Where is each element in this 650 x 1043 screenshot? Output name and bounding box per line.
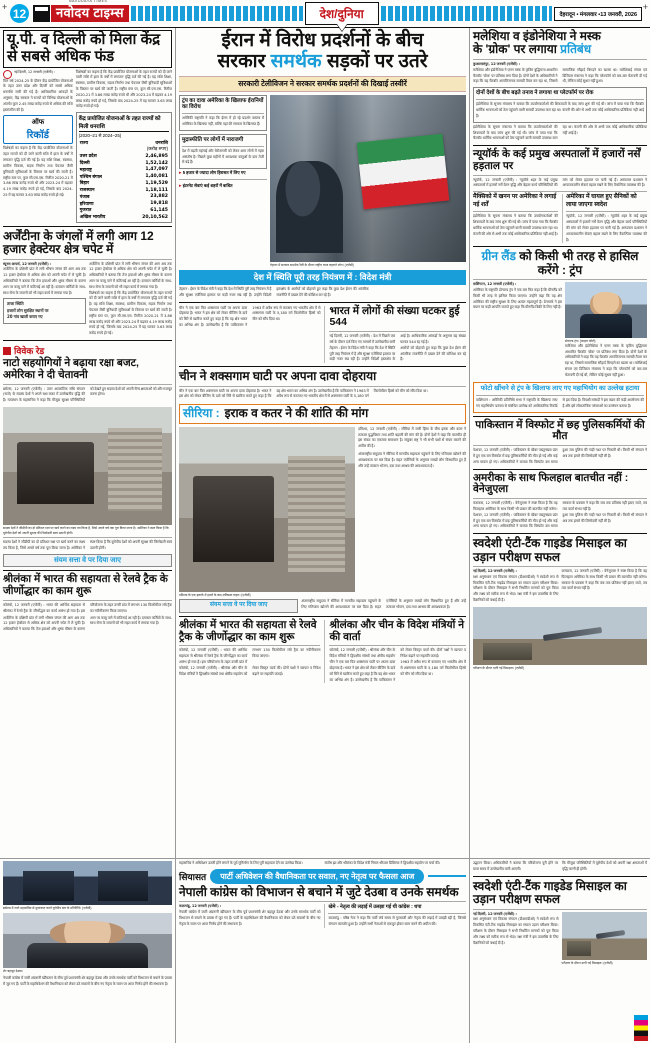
china-headline: चीन ने शक्सगाम घाटी पर अपना दावा दोहराया bbox=[179, 369, 377, 384]
pakistan-blast-body: पेशावर, 12 जनवरी (एजेंसी) : पाकिस्तान के खैबर पख्तूनख्वा प्रांत में हुए एक बम विस्फोट में छह पुलिसकर्मियों की मौत हो गई और कई अन्य घायल हो गए। अधिकारियों ने बताया कि विस्फोट उस समय हुआ जब पुलिस की गाड़ी गश्त पर निकली थी। किसी भी संगठन ने अब तक हमले की जिम्मेदारी नहीं ली है। bbox=[473, 448, 647, 464]
grok-body-cont: इंडोनेशिया के सूचना मंत्रालय ने बताया कि उपयोगकर्ताओं की शिकायतों के बाद जांच शुरू की गई थी। जांच में पाया गया कि चैटबॉट धार्मिक भावनाओं को ठेस पहुंचाने वाली सामग्री उपलब्ध करा रहा था। कंपनी की ओर से अभी तक कोई आधिकारिक प्रतिक्रिया नहीं आई है। bbox=[473, 124, 647, 141]
nato-headline: नाटो सहयोगियों ने बढ़ाया रक्षा बजट, अमेरिका ने दी चेतावनी bbox=[3, 357, 139, 381]
center-bullet-1: ▸ 5 हजार से ज्यादा लोग हिरासत में लिए गए bbox=[179, 170, 246, 177]
triangle-bullet-icon: ▸ bbox=[179, 183, 182, 190]
pakistan-blast-headline: पाकिस्तान में विस्फोट में छह पुलिसकर्मियों की मौत bbox=[475, 418, 645, 443]
bottom-center-filler-2: संतोष झा और श्रीलंका के विदेश मंत्री निमल श्रीपाल डिसिल्वा ने द्विपक्षीय सहयोग पर चर्चा की। bbox=[324, 861, 441, 865]
grok-sub-title: दोनों देशों के बीच बढ़ते तनाव ने लगाया था प्लेटफॉर्म पर रोक bbox=[476, 90, 594, 97]
triangle-bullet-icon: ▸ bbox=[179, 170, 182, 177]
nurses-headline: न्यूयॉर्क के कई प्रमुख अस्पतालों में हजारों नर्सें हड़ताल पर bbox=[473, 148, 641, 172]
logo-flag-icon bbox=[33, 5, 50, 22]
greenland-headline-highlight: ग्रीन लैंड bbox=[481, 249, 520, 264]
fund-table-body bbox=[79, 153, 169, 221]
syria-body: दमिश्क, 12 जनवरी (एजेंसी) : सीरिया में जारी हिंसा के बीच इराक और कतर ने तत्काल युद्धविराम तथा शांति बहाली की मांग की है। दोनों देशों ने कहा कि बातचीत ही इस संकट का एकमात्र समाधान है। संयुक्त राष्ट्र ने भी सभी पक्षों से संयम बरतने की अपील की है। bbox=[358, 426, 466, 449]
siyasat-rule bbox=[428, 875, 466, 877]
main-headline-part-c: सड़कों पर उतरे bbox=[321, 51, 428, 73]
fire-box-label-1: ताजा स्थिति bbox=[7, 301, 24, 307]
fire-dateline: ब्यूनस आयर्स, 12 जनवरी (एजेंसी) : bbox=[3, 261, 52, 266]
divider bbox=[179, 645, 320, 646]
divider bbox=[3, 384, 172, 385]
syria-headline-box bbox=[179, 404, 466, 423]
siyasat-tag: सियासत bbox=[179, 871, 207, 882]
trump-photo bbox=[565, 282, 647, 338]
syria-extra-body: अंतरराष्ट्रीय समुदाय ने सीरिया में मानवीय सहायता पहुंचाने के लिए गलियारा खोलने की आवश्यकता पर बल दिया है। राहत एजेंसियों के अनुसार लाखों लोग विस्थापित हुए हैं और उन्हें तत्काल भोजन, दवा तथा आश्रय की आवश्यकता है। bbox=[301, 599, 466, 609]
nurses-body: न्यूयॉर्क, 12 जनवरी (एजेंसी) : न्यूयॉर्क शहर के कई प्रमुख अस्पतालों में हजारों नर्सें वेतन वृद्धि और बेहतर कार्य परिस्थितियों की मांग को लेकर हड़ताल पर चली गई हैं। अस्पताल प्रशासन ने आपातकालीन सेवाएं बहाल रखने के लिए वैकल्पिक व्यवस्था की है। bbox=[473, 177, 647, 188]
greenland-body: अमेरिका के राष्ट्रपति डोनाल्ड ट्रंप ने एक बार फिर कहा है कि ग्रीनलैंड को किसी भी तरह से हासिल किया जाएगा। उन्होंने कहा कि यह क्षेत्र अमेरिका की राष्ट्रीय सुरक्षा के लिए अत्यंत महत्वपूर्ण है। डेनमार्क ने इस बयान पर कड़ी आपत्ति जताते हुए कहा कि ग्रीनलैंड बिक्री के लिए नहीं है। bbox=[473, 288, 562, 310]
missile-headline: स्वदेशी एंटी-टैंक गाइडेड मिसाइल का उड़ान परीक्षण सफल bbox=[473, 536, 627, 564]
venezuela-headline: अमरीका के साथ फिलहाल बातचीत नहीं : वेनेजुएला bbox=[473, 471, 629, 496]
divider bbox=[3, 600, 172, 601]
center-blue-bar-body: तेहरान : ईरान के विदेश मंत्री ने कहा कि देश में स्थिति पूरी तरह नियंत्रण में है और सुरक्षा एजेंसियां हालात पर कड़ी नजर रख रही हैं। उन्होंने विदेशी हस्तक्षेप के आरोपों को दोहराते हुए कहा कि कुछ देश ईरान की आंतरिक राजनीति में दखल देने की कोशिश कर रहे हैं। bbox=[179, 287, 369, 297]
missile-body-cont: कराकस, 12 जनवरी (एजेंसी) : वेनेजुएला ने स्पष्ट किया है कि वह फिलहाल अमेरिका के साथ किसी भी प्रकार की बातचीत नहीं करेगा। सरकार के प्रवक्ता ने कहा कि जब तक प्रतिबंध नहीं हटाए जाते, तब तक वार्ता संभव नहीं है। bbox=[561, 569, 647, 591]
missile-body: रक्षा अनुसंधान एवं विकास संगठन (डीआरडीओ) ने स्वदेशी रूप से विकसित एंटी-टैंक गाइडेड मिसाइल का सफल उड़ान परीक्षण किया। परीक्षण के दौरान मिसाइल ने सभी निर्धारित मानकों को पूरा किया और लक्ष्य को सटीक रूप से भेदा। रक्षा मंत्री ने इस उपलब्धि के लिए वैज्ञानिकों को बधाई दी है। bbox=[473, 574, 559, 603]
divider bbox=[473, 246, 647, 247]
srilanka-rail-body: कोलंबो, 12 जनवरी (एजेंसी) : भारत की आर्थिक सहायता से श्रीलंका में रेलवे ट्रैक के जीर्णोद्धार का कार्य आरंभ हो गया है। इस परियोजना के तहत उत्तरी प्रांत में लगभग 130 किलोमीटर लंबे ट्रैक का नवीनीकरण किया जाएगा। bbox=[3, 602, 172, 613]
nato-photo-caption: ब्रसेल्स में नाटो महासचिव से मुलाकात करते यूरोपीय संघ के प्रतिनिधि। (एजेंसी) bbox=[3, 906, 92, 910]
venezuela-body-2: पेशावर, 12 जनवरी (एजेंसी) : पाकिस्तान के खैबर पख्तूनख्वा प्रांत में हुए एक बम विस्फोट में छह पुलिसकर्मियों की मौत हो गई और कई अन्य घायल हो गए। अधिकारियों ने बताया कि विस्फोट उस समय हुआ जब पुलिस की गाड़ी गश्त पर निकली थी। किसी भी संगठन ने अब तक हमले की जिम्मेदारी नहीं ली है। bbox=[473, 512, 647, 529]
decorative-bars-right bbox=[381, 6, 553, 21]
srilanka-rail-body-2: अर्जेंटीना के दक्षिणी प्रांत में लगी भीषण जंगल की आग अब तक 12 हजार हेक्टेयर से अधिक क्षेत्र को अपनी चपेट में ले चुकी है। अधिकारियों ने बताया कि तेज हवाओं और शुष्क मौसम के कारण आग पर काबू पाने में कठिनाई आ रही है। दमकल कर्मियों के साथ-साथ सेना के जवानों को भी राहत कार्य में लगाया गया है। bbox=[3, 615, 172, 632]
mid-body: नई दिल्ली, 12 जनवरी (एजेंसी) : देश में पिछले एक वर्ष के दौरान दर्ज किए गए मामलों में उल्लेखनीय कमी आई है। आधिकारिक आंकड़ों के अनुसार यह संख्या घटकर 544 रह गई है। bbox=[329, 334, 466, 344]
nepal-body: नेपाली कांग्रेस में जारी अंदरूनी खींचतान के बीच पूर्व प्रधानमंत्री शेर बहादुर देउबा और उनके समर्थक पार्टी को विभाजन से बचाने के प्रयास में जुट गए हैं। पार्टी के महाधिवेशन की वैधानिकता को लेकर उठे सवालों के बीच नए नेतृत्व के चयन पर आज निर्णय होने की संभावना है। bbox=[179, 910, 321, 926]
divider bbox=[329, 645, 466, 646]
mexico-mining-headline: मैक्सिको में खनन पर अमेरिका ने लगाई नई शर्तें bbox=[473, 194, 557, 208]
divider bbox=[473, 445, 647, 446]
main-headline-part-a: सरकार bbox=[217, 51, 271, 73]
paper-logo bbox=[33, 0, 129, 22]
greenland-body-cont: मलेशिया और इंडोनेशिया ने एलन मस्क के कृत्रिम बुद्धिमत्ता आधारित चैटबॉट 'ग्रोक' पर प्रतिबंध लगा दिया है। दोनों देशों के अधिकारियों ने कहा कि यह चैटबॉट आपत्तिजनक सामग्री तैयार कर रहा था, जिससे सामाजिक सौहार्द बिगड़ने का खतरा था। मलेशियाई संचार एवं डिजिटल मंत्रालय ने कहा कि प्लेटफॉर्म को बार-बार चेतावनी दी गई थी, लेकिन कोई सुधार नहीं हुआ। bbox=[564, 343, 647, 377]
missile-body-bottom: रक्षा अनुसंधान एवं विकास संगठन (डीआरडीओ) ने स्वदेशी रूप से विकसित एंटी-टैंक गाइडेड मिसाइल का सफल उड़ान परीक्षण किया। परीक्षण के दौरान मिसाइल ने सभी निर्धारित मानकों को पूरा किया और लक्ष्य को सटीक रूप से भेदा। रक्षा मंत्री ने इस उपलब्धि के लिए वैज्ञानिकों को बधाई दी है। bbox=[473, 917, 559, 945]
nato-handshake-photo bbox=[3, 861, 172, 905]
sl-china-body-2: चीन ने एक बार फिर शक्सगाम घाटी पर अपना दावा दोहराया है। भारत ने इस क्षेत्र को लेकर बीजिंग के दावे को सिरे से खारिज करते हुए कहा है कि यह क्षेत्र भारत का अभिन्न अंग है। उल्लेखनीय है कि पाकिस्तान ने 1963 में अवैध रूप से कब्जाए गए भारतीय क्षेत्र में से शक्सगाम घाटी के 5,180 वर्ग किलोमीटर हिस्से को चीन को सौंप दिया था। bbox=[329, 660, 466, 682]
left-lead-body: वित्त वर्ष 2024-25 के दौरान केंद्र प्रायोजित योजनाओं के तहत उत्तर प्रदेश और दिल्ली को सबसे अधिक धनराशि जारी की गई है। आधिकारिक आंकड़ों के अनुसार, केंद्र सरकार ने राज्यों को विभिन्न योजनाओं के अंतर्गत कुल 2.45 लाख करोड़ रुपये से अधिक की राशि हस्तांतरित की है। bbox=[3, 78, 73, 112]
nepal-sub-headline: खेमे - नेतृत्व की लड़ाई में उलझा गई थी कांग्रेस : थपा bbox=[328, 904, 422, 911]
masthead bbox=[0, 0, 650, 28]
fund-table-grid bbox=[79, 139, 169, 220]
divider bbox=[566, 211, 647, 212]
table-row: पंजाब 23,882 bbox=[79, 193, 168, 200]
iran-protest-photo bbox=[270, 95, 466, 262]
missile-dateline: नई दिल्ली, 12 जनवरी (एजेंसी) : bbox=[473, 569, 517, 573]
deuba-photo bbox=[3, 913, 172, 968]
divider bbox=[3, 259, 172, 260]
divider bbox=[473, 498, 647, 499]
impeachment-headline: फोटो खींचने से ट्रंप के खिलाफ लाए गए महाभियोग का उल्लेख हटाया bbox=[480, 384, 640, 392]
table-row: बिहार 1,19,529 bbox=[79, 180, 168, 186]
nepal-dateline: काठमांडू, 12 जनवरी (एजेंसी) : bbox=[179, 904, 222, 909]
divider bbox=[473, 211, 558, 212]
inflation-body: देश में बढ़ती महंगाई और बेरोजगारी को लेकर आम लोगों में गहरा असंतोष है। पिछले कुछ महीनों में आवश्यक वस्तुओं के दाम तेजी से बढ़े हैं। bbox=[182, 148, 265, 165]
divider bbox=[3, 570, 172, 571]
divider bbox=[473, 191, 647, 192]
divider bbox=[179, 179, 267, 180]
fund-table-subtitle: (2020–21 से 2024–25) bbox=[78, 133, 122, 139]
nepal-sub-body: काठमांडू : वरिष्ठ नेता ने कहा कि पार्टी लंबे समय से गुटबाजी और नेतृत्व की लड़ाई में उलझी रही है, जिससे संगठन कमजोर हुआ है। उन्होंने सभी नेताओं से एकजुट होकर काम करने की अपील की। bbox=[328, 915, 466, 926]
missile-photo-bottom bbox=[562, 912, 648, 960]
fire-box-label-2: हजारों लोग सुरक्षित स्थानों पर bbox=[7, 307, 49, 313]
fund-table-col-amount-unit: (करोड़ रुपए) bbox=[146, 146, 168, 152]
missile-photo bbox=[473, 607, 647, 665]
deuba-photo-caption: शेर बहादुर देउबा। bbox=[3, 969, 23, 974]
siyasat-strip bbox=[179, 869, 466, 884]
sl-china-body: कोलंबो, 12 जनवरी (एजेंसी) : श्रीलंका और चीन के विदेश मंत्रियों ने द्विपक्षीय संबंधों तथा क्षेत्रीय सहयोग को लेकर विस्तृत वार्ता की। दोनों पक्षों ने व्यापार व निवेश बढ़ाने पर सहमति जताई। bbox=[329, 648, 466, 659]
venezuela-body: कराकस, 12 जनवरी (एजेंसी) : वेनेजुएला ने स्पष्ट किया है कि वह फिलहाल अमेरिका के साथ किसी भी प्रकार की बातचीत नहीं करेगा। सरकार के प्रवक्ता ने कहा कि जब तक प्रतिबंध नहीं हटाए जाते, तब तक वार्ता संभव नहीं है। bbox=[473, 501, 647, 511]
grok-body: मलेशिया और इंडोनेशिया ने एलन मस्क के कृत्रिम बुद्धिमत्ता आधारित चैटबॉट 'ग्रोक' पर प्रतिबंध लगा दिया है। दोनों देशों के अधिकारियों ने कहा कि यह चैटबॉट आपत्तिजनक सामग्री तैयार कर रहा था, जिससे सामाजिक सौहार्द बिगड़ने का खतरा था। मलेशियाई संचार एवं डिजिटल मंत्रालय ने कहा कि प्लेटफॉर्म को बार-बार चेतावनी दी गई थी, लेकिन कोई सुधार नहीं हुआ। bbox=[473, 67, 647, 84]
table-row: हरियाणा 19,818 bbox=[79, 200, 168, 207]
divider bbox=[179, 386, 466, 387]
syria-quote-badge: संयम सत्ता वे पर दिया जाए bbox=[209, 602, 268, 609]
syria-headline: इराक व कतर ने की शांति की मांग bbox=[224, 406, 369, 421]
srilanka-rail-headline-center: श्रीलंका में भारत की सहायता से रेलवे ट्रैक के जीर्णोद्धार का काम शुरू bbox=[179, 618, 317, 643]
divider bbox=[473, 175, 647, 176]
divider bbox=[473, 416, 647, 417]
missile-headline-bottom: स्वदेशी एंटी-टैंक गाइडेड मिसाइल का उड़ान परीक्षण सफल bbox=[473, 878, 627, 907]
table-row: अखिल भारतीय 20,10,562 bbox=[79, 214, 168, 220]
page-number: 12 bbox=[10, 4, 29, 23]
mid-body-2: तेहरान : ईरान के विदेश मंत्री ने कहा कि देश में स्थिति पूरी तरह नियंत्रण में है और सुरक्षा एजेंसियां हालात पर कड़ी नजर रख रही हैं। उन्होंने विदेशी हस्तक्षेप के आरोपों को दोहराते हुए कहा कि कुछ देश ईरान की आंतरिक राजनीति में दखल देने की कोशिश कर रहे हैं। bbox=[329, 345, 466, 362]
impeachment-body: वाशिंगटन : अमेरिकी प्रतिनिधि सभा ने राष्ट्रपति के खिलाफ लाए गए महाभियोग प्रस्ताव से संबंधित उल्लेख को आधिकारिक रिकॉर्ड से हटा दिया है। विपक्षी सांसदों ने इस कदम की कड़ी आलोचना की है और इसे लोकतांत्रिक परंपराओं का उल्लंघन बताया है। bbox=[476, 398, 644, 408]
left-lead-headline-box bbox=[3, 30, 172, 68]
section-tab[interactable]: देश/दुनिया bbox=[305, 2, 379, 25]
missile-dateline-bottom: नई दिल्ली, 12 जनवरी (एजेंसी) : bbox=[473, 911, 517, 916]
divider bbox=[179, 366, 466, 367]
table-row: उत्तर प्रदेश 2,46,895 bbox=[79, 153, 168, 159]
syria-side-body: अंतरराष्ट्रीय समुदाय ने सीरिया में मानवीय सहायता पहुंचाने के लिए गलियारा खोलने की आवश्यकता पर बल दिया है। राहत एजेंसियों के अनुसार लाखों लोग विस्थापित हुए हैं और उन्हें तत्काल भोजन, दवा तथा आश्रय की आवश्यकता है। bbox=[358, 451, 466, 468]
bullet-marker-icon bbox=[3, 70, 12, 79]
greenland-headline bbox=[473, 250, 647, 277]
fund-table bbox=[76, 112, 172, 222]
center-bullet-2: ▸ इंटरनेट सेवाएं कई शहरों में बाधित bbox=[179, 183, 233, 190]
divider bbox=[329, 331, 466, 332]
main-headline-line1: ईरान में विरोध प्रदर्शनों के बीच bbox=[221, 30, 424, 51]
divider bbox=[3, 537, 172, 538]
siyasat-pill[interactable]: पार्टी अधिवेशन की वैधानिकता पर सवाल, नए नेतृत्व पर फैसला आज bbox=[210, 869, 424, 884]
quote-box: संयम सत्ता वे पर दिया जाए bbox=[53, 556, 122, 564]
decorative-bars-left bbox=[131, 6, 303, 21]
grok-dateline: कुआलालंपुर, 12 जनवरी (एजेंसी) : bbox=[473, 61, 520, 66]
trump-claim-body: अमेरिकी राष्ट्रपति ने कहा कि ईरान में हो रहे प्रदर्शन वास्तव में अमेरिका के खिलाफ नहीं, बल्कि वहां की सरकार के खिलाफ हैं। bbox=[182, 116, 265, 127]
china-body: चीन ने एक बार फिर शक्सगाम घाटी पर अपना दावा दोहराया है। भारत ने इस क्षेत्र को लेकर बीजिंग के दावे को सिरे से खारिज करते हुए कहा है कि यह क्षेत्र भारत का अभिन्न अंग है। उल्लेखनीय है कि पाकिस्तान ने 1963 में अवैध रूप से कब्जाए गए भारतीय क्षेत्र में से शक्सगाम घाटी के 5,180 वर्ग किलोमीटर हिस्से को चीन को सौंप दिया था। bbox=[179, 388, 428, 399]
table-row: गुजरात 61,145 bbox=[79, 207, 168, 213]
paper-name-english: NAVODAYA TIMES bbox=[69, 0, 108, 3]
greenland-headline-rest: को किसी भी तरह से हासिल करेंगे : ट्रंप bbox=[519, 249, 639, 277]
divider bbox=[3, 340, 172, 341]
vivek-red-label bbox=[3, 344, 172, 357]
divider bbox=[473, 145, 647, 146]
left-street-photo bbox=[3, 407, 172, 525]
fund-table-col-state: राज्य bbox=[79, 139, 89, 145]
srilanka-rail-body-center: कोलंबो, 12 जनवरी (एजेंसी) : भारत की आर्थिक सहायता से श्रीलंका में रेलवे ट्रैक के जीर्णोद्धार का कार्य आरंभ हो गया है। इस परियोजना के तहत उत्तरी प्रांत में लगभग 130 किलोमीटर लंबे ट्रैक का नवीनीकरण किया जाएगा। bbox=[179, 648, 321, 665]
red-square-icon bbox=[3, 347, 11, 355]
divider bbox=[179, 901, 466, 902]
paper-name: नवोदय टाइम्स bbox=[51, 5, 129, 22]
left-lead-body-spill: विशेषज्ञों का कहना है कि केंद्र प्रायोजित योजनाओं के तहत राज्यों को दी जाने वाली राशि में हाल के वर्षों में लगातार वृद्धि दर्ज की गई है। यह राशि शिक्षा, स्वास्थ्य, ग्रामीण विकास, सड़क निर्माण तथा पेयजल जैसी बुनियादी सुविधाओं के विस्तार पर खर्च की जाती है। राष्ट्रीय स्तर पर, कुल सी.एस.एस. रिलीज 2020-21 में 3.86 लाख करोड़ रुपये थी और 2023-24 में बढ़कर 4.19 लाख करोड़ रुपये हो गई, जिसके बाद 2024-25 में यह घटकर 3.63 लाख करोड़ रुपये हो गई। bbox=[75, 69, 172, 109]
syria-photo bbox=[179, 427, 355, 592]
trump-claim-title: ट्रंप का दावा अमेरिका के खिलाफ ईरानियों का विरोध bbox=[182, 97, 264, 111]
greenland-dateline: वाशिंगटन, 12 जनवरी (एजेंसी) : bbox=[473, 282, 517, 287]
nato-body: ब्रसेल्स, 12 जनवरी (एजेंसी) : उत्तर अटलांटिक संधि संगठन (नाटो) के सदस्य देशों ने अपने रक्षा बजट में उल्लेखनीय वृद्धि की है। गठबंधन के महासचिव ने कहा कि मौजूदा सुरक्षा परिस्थितियों को देखते हुए सदस्य देशों को अपनी सैन्य क्षमताओं को और मजबूत करना होगा। bbox=[3, 386, 173, 403]
mid-headline: भारत में लोगों की संख्या घटकर हुई 544 bbox=[329, 304, 460, 329]
divider bbox=[476, 395, 644, 396]
center-left-misc-body: चीन ने एक बार फिर शक्सगाम घाटी पर अपना दावा दोहराया है। भारत ने इस क्षेत्र को लेकर बीजिंग के दावे को सिरे से खारिज करते हुए कहा है कि यह क्षेत्र भारत का अभिन्न अंग है। उल्लेखनीय है कि पाकिस्तान ने 1963 में अवैध रूप से कब्जाए गए भारतीय क्षेत्र में से शक्सगाम घाटी के 5,180 वर्ग किलोमीटर हिस्से को चीन को सौंप दिया था। bbox=[179, 305, 321, 328]
divider bbox=[473, 876, 647, 877]
left-lead-headline: यू.पी. व दिल्ली को मिला केंद्र से सबसे अधिक फंड bbox=[7, 31, 161, 65]
fire-body-cont: अर्जेंटीना के दक्षिणी प्रांत में लगी भीषण जंगल की आग अब तक 12 हजार हेक्टेयर से अधिक क्षेत्र को अपनी चपेट में ले चुकी है। अधिकारियों ने बताया कि तेज हवाओं और शुष्क मौसम के कारण आग पर काबू पाने में कठिनाई आ रही है। दमकल कर्मियों के साथ-साथ सेना के जवानों को भी राहत कार्य में लगाया गया है। bbox=[89, 261, 172, 289]
srilanka-rail-headline: श्रीलंका में भारत की सहायता से रेलवे ट्रैक के जीर्णोद्धार का काम शुरू bbox=[3, 573, 168, 598]
syria-tag: सीरिया : bbox=[183, 406, 220, 421]
left-photo-caption: सदस्य देशों ने जीडीपी का दो प्रतिशत रक्षा पर खर्च करने का लक्ष्य तय किया है, जिसे अगले वर्ष तक पूरा किया जाना है। अमेरिका ने स्पष्ट किया है कि यूरोपीय देशों को अपनी सुरक्षा की जिम्मेदारी स्वयं उठानी होगी। bbox=[3, 526, 169, 535]
crop-mark-right: + bbox=[642, 2, 648, 12]
left-lead-dateline: नई दिल्ली, 12 जनवरी (एजेंसी) : bbox=[14, 69, 55, 74]
registration-color-marks bbox=[634, 1015, 648, 1041]
divider bbox=[182, 146, 264, 147]
nepal-headline: नेपाली कांग्रेस को विभाजन से बचाने में जुटे देउबा व उनके समर्थक bbox=[179, 884, 459, 899]
mexico-mining-body: इंडोनेशिया के सूचना मंत्रालय ने बताया कि उपयोगकर्ताओं की शिकायतों के बाद जांच शुरू की गई थी। जांच में पाया गया कि चैटबॉट धार्मिक भावनाओं को ठेस पहुंचाने वाली सामग्री उपलब्ध करा रहा था। कंपनी की ओर से अभी तक कोई आधिकारिक प्रतिक्रिया नहीं आई है। bbox=[473, 214, 558, 236]
center-kicker: सरकारी टेलीविजन ने सरकार समर्थक प्रदर्शनों की दिखाई तस्वीरें bbox=[179, 76, 466, 92]
divider bbox=[473, 533, 647, 534]
fire-body: अर्जेंटीना के दक्षिणी प्रांत में लगी भीषण जंगल की आग अब तक 12 हजार हेक्टेयर से अधिक क्षेत्र को अपनी चपेट में ले चुकी है। अधिकारियों ने बताया कि तेज हवाओं और शुष्क मौसम के कारण आग पर काबू पाने में कठिनाई आ रही है। दमकल कर्मियों के साथ-साथ सेना के जवानों को भी राहत कार्य में लगाया गया है। bbox=[3, 267, 86, 295]
table-row: पश्चिम बंगाल 1,40,081 bbox=[79, 173, 168, 180]
grok-headline-line2 bbox=[473, 43, 647, 56]
bottom-right-filler-1: उद्घाटन किया। अधिकारियों ने बताया कि परियोजना पूरी होने पर यात्रा समय में उल्लेखनीय कमी आएगी। bbox=[473, 861, 558, 871]
divider bbox=[473, 279, 647, 280]
soldiers-headline: अमेरिका में घायल हुए सैनिकों को लाया जाएगा स्वदेश bbox=[565, 194, 637, 208]
main-headline-line2 bbox=[179, 51, 466, 72]
fund-table-title: केंद्र प्रायोजित योजनाओं के तहत राज्यों को मिली धनराशि bbox=[79, 114, 169, 132]
divider bbox=[473, 469, 647, 470]
grok-headline-part-a: के 'ग्रोक' पर लगाया bbox=[473, 42, 561, 57]
main-headline-part-highlight: समर्थक bbox=[270, 51, 322, 73]
fire-box-label-3: 20 गांव खाली कराए गए bbox=[7, 314, 43, 320]
soldiers-body: न्यूयॉर्क, 12 जनवरी (एजेंसी) : न्यूयॉर्क शहर के कई प्रमुख अस्पतालों में हजारों नर्सें वेतन वृद्धि और बेहतर कार्य परिस्थितियों की मांग को लेकर हड़ताल पर चली गई हैं। अस्पताल प्रशासन ने आपातकालीन सेवाएं बहाल रखने के लिए वैकल्पिक व्यवस्था की है। bbox=[565, 214, 647, 242]
divider bbox=[473, 566, 647, 567]
missile-photo-caption: परीक्षण के दौरान दागी गई मिसाइल। (एजेंसी) bbox=[473, 665, 525, 670]
off-record-line1: ऑफ bbox=[31, 119, 45, 127]
trump-photo-caption: डोनाल्ड ट्रंप। (फाइल फोटो) bbox=[564, 339, 596, 344]
table-row: महाराष्ट्र 1,47,097 bbox=[79, 166, 168, 173]
divider bbox=[3, 226, 172, 227]
divider bbox=[182, 113, 264, 114]
dateline: देहरादून • मंगलवार •13 जनवरी, 2026 bbox=[554, 7, 642, 21]
table-row: दिल्ली 1,52,142 bbox=[79, 160, 168, 166]
grok-headline-highlight: प्रतिबंध bbox=[560, 42, 592, 57]
divider bbox=[473, 59, 647, 60]
inflation-title: मुद्रास्फीति पर लोगों में नाराजगी bbox=[182, 136, 244, 143]
divider bbox=[473, 909, 647, 910]
center-blue-bar: देश में स्थिति पूरी तरह नियंत्रण में : विदेश मंत्री bbox=[179, 270, 466, 285]
bottom-section bbox=[0, 858, 650, 1043]
divider bbox=[179, 302, 466, 303]
off-record-logo bbox=[3, 115, 73, 144]
fund-table-col-amount: धनराशि bbox=[155, 139, 168, 145]
bottom-left-body: नेपाली कांग्रेस में जारी अंदरूनी खींचतान के बीच पूर्व प्रधानमंत्री शेर बहादुर देउबा और उनके समर्थक पार्टी को विभाजन से बचाने के प्रयास में जुट गए हैं। पार्टी के महाधिवेशन की वैधानिकता को लेकर उठे सवालों के बीच नए नेतृत्व के चयन पर आज निर्णय होने की संभावना है। bbox=[3, 975, 172, 986]
divider bbox=[179, 616, 466, 617]
srilanka-rail-body-center-2: कोलंबो, 12 जनवरी (एजेंसी) : श्रीलंका और चीन के विदेश मंत्रियों ने द्विपक्षीय संबंधों तथा क्षेत्रीय सहयोग को लेकर विस्तृत वार्ता की। दोनों पक्षों ने व्यापार व निवेश बढ़ाने पर सहमति जताई। bbox=[179, 665, 321, 676]
grok-sub-body: इंडोनेशिया के सूचना मंत्रालय ने बताया कि उपयोगकर्ताओं की शिकायतों के बाद जांच शुरू की गई थी। जांच में पाया गया कि चैटबॉट धार्मिक भावनाओं को ठेस पहुंचाने वाली सामग्री उपलब्ध करा रहा था। कंपनी की ओर से अभी तक कोई आधिकारिक प्रतिक्रिया नहीं आई है। bbox=[476, 102, 644, 118]
fire-headline: अर्जेंटीना के जंगलों में लगी आग 12 हजार हेक्टेयर क्षेत्र चपेट में bbox=[3, 228, 154, 257]
syria-photo-caption: दमिश्क के एक इलाके में हमले के बाद क्षतिग्रस्त वाहन। (एजेंसी) bbox=[179, 592, 251, 597]
bottom-right-filler-2: कि मौजूदा परिस्थितियों में यूरोपीय देशों को अपनी रक्षा क्षमताओं में वृद्धि करनी ही होगी। bbox=[562, 861, 647, 871]
sl-china-headline: श्रीलंका और चीन के विदेश मंत्रियों ने की वार्ता bbox=[329, 618, 465, 643]
bottom-center-filler-1: महासचिव ने अधिवेशन उतारी होने लगाने के पूर्व मुनिर्माण के लिए पूरी सहायता देने का उल्लेख किया। bbox=[179, 861, 303, 865]
off-record-line2: रिकॉर्ड bbox=[26, 130, 50, 142]
crop-mark-left: + bbox=[2, 2, 8, 12]
left-lead-body-2: विशेषज्ञों का कहना है कि केंद्र प्रायोजित योजनाओं के तहत राज्यों को दी जाने वाली राशि में हाल के वर्षों में लगातार वृद्धि दर्ज की गई है। यह राशि शिक्षा, स्वास्थ्य, ग्रामीण विकास, सड़क निर्माण तथा पेयजल जैसी बुनियादी सुविधाओं के विस्तार पर खर्च की जाती है। राष्ट्रीय स्तर पर, कुल सी.एस.एस. रिलीज 2020-21 में 3.86 लाख करोड़ रुपये थी और 2023-24 में बढ़कर 4.19 लाख करोड़ रुपये हो गई, जिसके बाद 2024-25 में यह घटकर 3.63 लाख करोड़ रुपये हो गई। bbox=[3, 146, 73, 197]
grok-headline-line1: मलेशिया व इंडोनेशिया ने मस्क bbox=[473, 29, 601, 43]
fire-body-cont-2: विशेषज्ञों का कहना है कि केंद्र प्रायोजित योजनाओं के तहत राज्यों को दी जाने वाली राशि में हाल के वर्षों में लगातार वृद्धि दर्ज की गई है। यह राशि शिक्षा, स्वास्थ्य, ग्रामीण विकास, सड़क निर्माण तथा पेयजल जैसी बुनियादी सुविधाओं के विस्तार पर खर्च की जाती है। राष्ट्रीय स्तर पर, कुल सी.एस.एस. रिलीज 2020-21 में 3.86 लाख करोड़ रुपये थी और 2023-24 में बढ़कर 4.19 लाख करोड़ रुपये हो गई, जिसके बाद 2024-25 में यह घटकर 3.63 लाख करोड़ रुपये हो गई। bbox=[89, 290, 172, 336]
iran-photo-caption: तेहरान में सरकार समर्थक रैली के दौरान राष्ट्रीय ध्वज लहराते लोग। (एजेंसी) bbox=[270, 262, 354, 267]
divider bbox=[476, 99, 644, 100]
vivek-red-text: विवेक रेड bbox=[14, 346, 45, 357]
divider bbox=[328, 913, 466, 914]
table-row: राजस्थान 1,18,111 bbox=[79, 187, 168, 193]
nato-body-cont: सदस्य देशों ने जीडीपी का दो प्रतिशत रक्षा पर खर्च करने का लक्ष्य तय किया है, जिसे अगले वर्ष तक पूरा किया जाना है। अमेरिका ने स्पष्ट किया है कि यूरोपीय देशों को अपनी सुरक्षा की जिम्मेदारी स्वयं उठानी होगी। bbox=[3, 540, 172, 550]
impeachment-box bbox=[473, 382, 647, 413]
missile-photo-caption-bottom: परीक्षण के दौरान दागी गई मिसाइल। (एजेंसी) bbox=[561, 960, 613, 965]
